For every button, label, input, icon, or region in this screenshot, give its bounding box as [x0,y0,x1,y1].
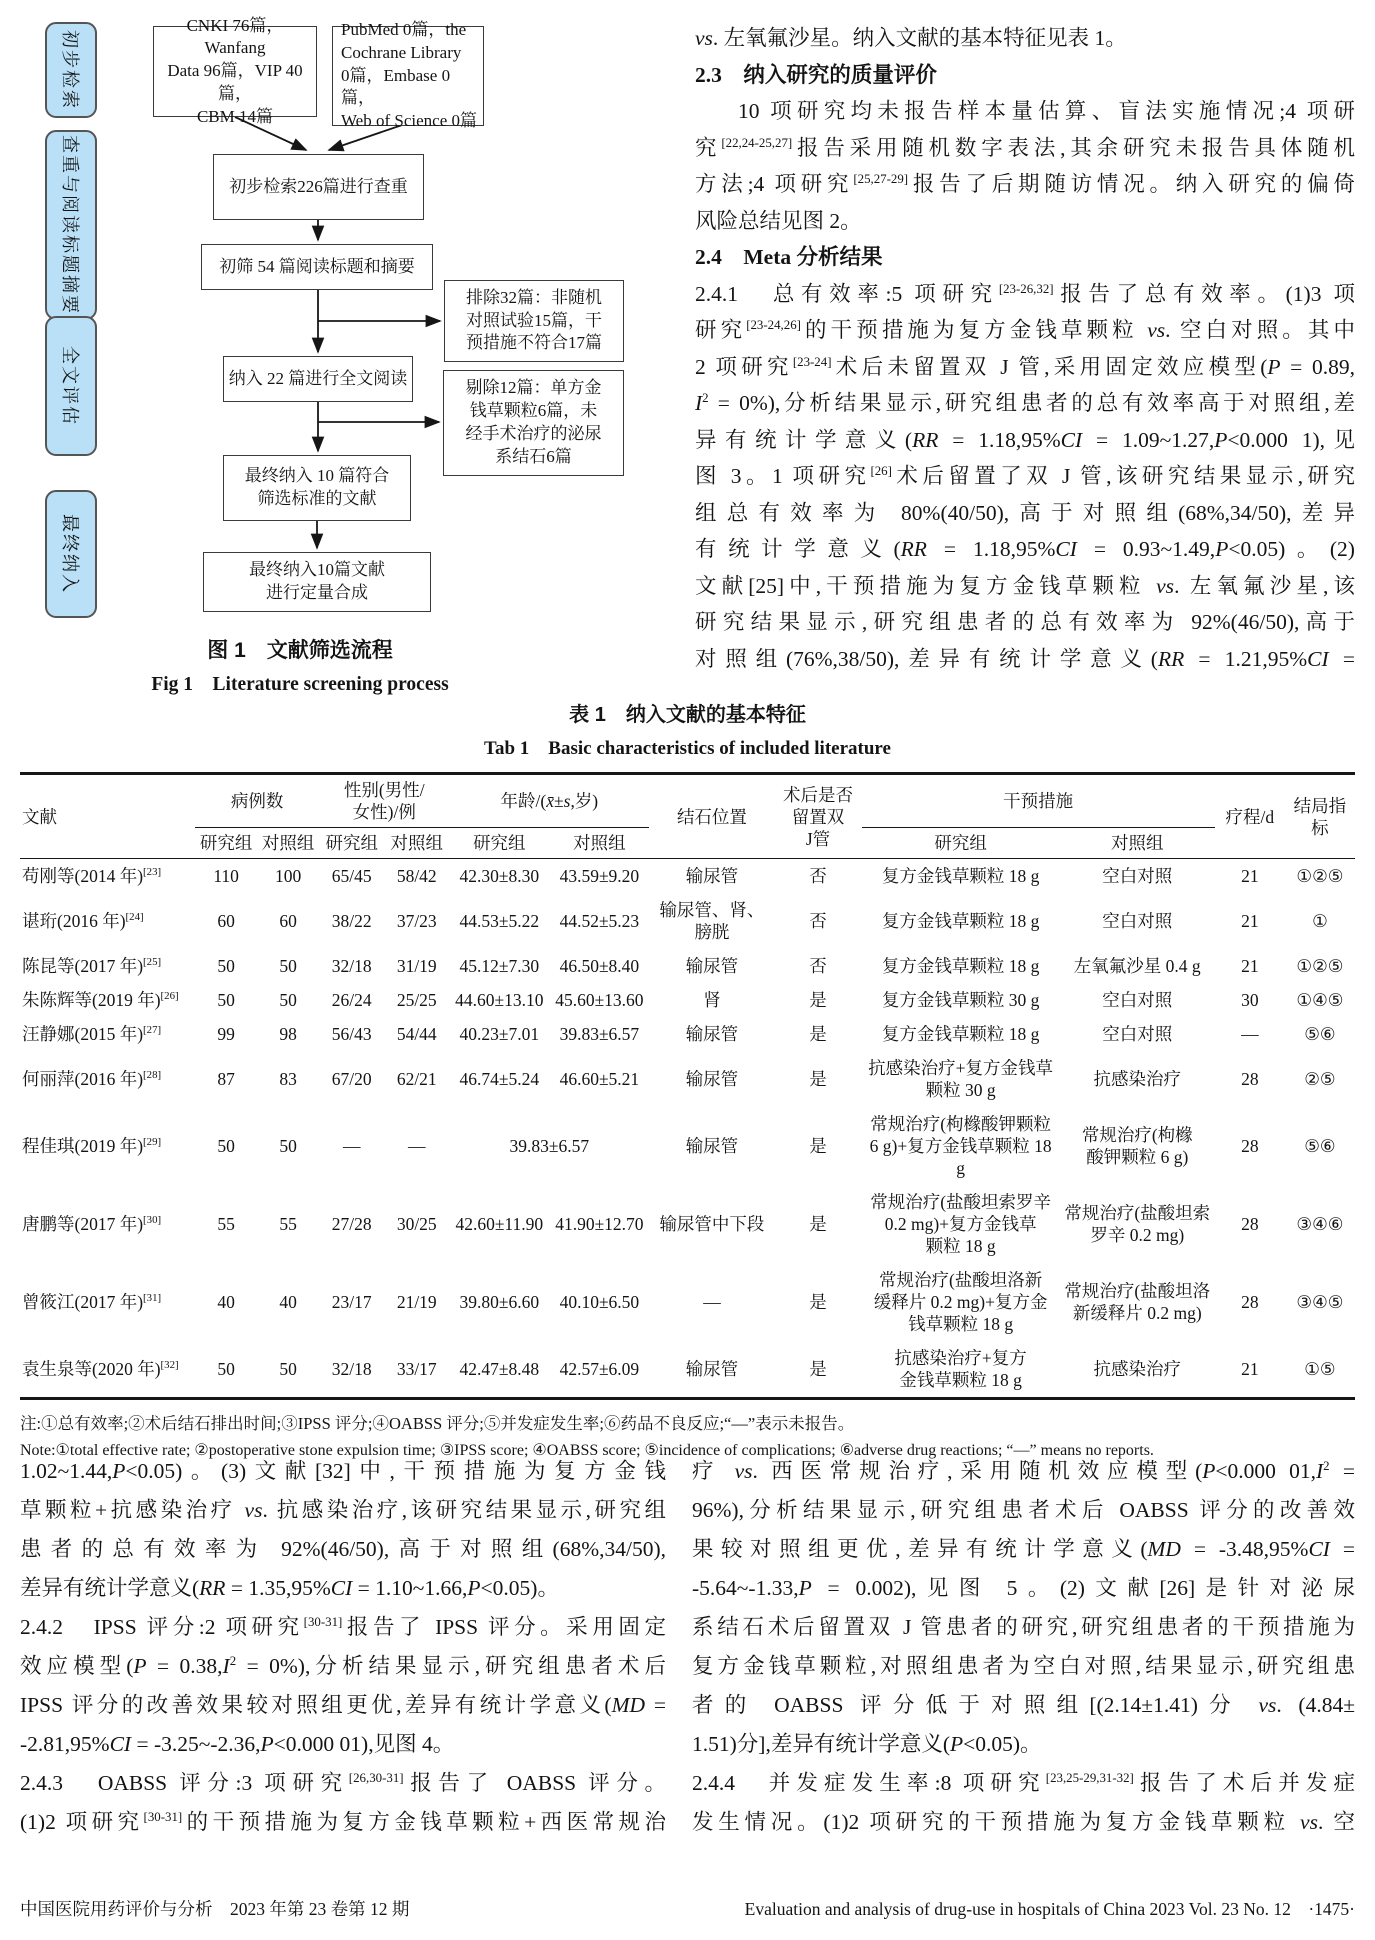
table-cell: 输尿管 [685,956,739,976]
table-cell: 65/45 [331,866,372,886]
subheader-control-group: 对照组 [549,828,649,859]
flow-stage-label: 查重与阅读标题摘要 [60,135,80,315]
table-cell: 复方金钱草颗粒 30 g [881,990,1040,1010]
table-cell: 46.60±5.21 [559,1069,640,1089]
table-cell: 常规治疗(枸橼 酸钾颗粒 6 g) [1081,1125,1193,1167]
table-cell: 曾筱江(2017 年)[31] [22,1292,162,1312]
table-cell: — [1241,1024,1259,1044]
table-cell: 输尿管 [685,1024,739,1044]
table-row [20,1107,1355,1185]
column-top-right [695,20,1355,677]
col-header-intervention: 干预措施 [862,774,1215,828]
table-cell: 21 [1241,956,1259,976]
table-cell: 唐鹏等(2017 年)[30] [22,1214,162,1234]
table-1-section [20,698,1355,1464]
table-cell: 27/28 [331,1214,372,1234]
table-cell: 45.12±7.30 [459,956,540,976]
table-cell: 30/25 [396,1214,437,1234]
text-line: 疗 vs. 西医常规治疗,采用随机效应模型(P<0.000 $01,I^2$ = [692,1458,1355,1483]
text-line: 研究结果显示,研究组患者的总有效率为 92%(46/50),高于 [695,610,1355,634]
table-cell: 37/23 [396,911,437,931]
col-header-age: 年龄/(x̄±s,岁) [449,774,649,828]
flow-box-quantitative-synthesis: 最终纳入10篇文献 进行定量合成 [203,552,431,612]
flow-stage-dedup-title-abstract [45,130,97,320]
table-cell: 50 [279,1359,297,1379]
flow-box-excluded-32: 排除32篇：非随机 对照试验15篇，干 预措施不符合17篇 [444,280,624,362]
table-cell: 99 [217,1024,235,1044]
table-cell: — [408,1136,426,1156]
table-cell: 46.50±8.40 [559,956,640,976]
table-cell: ③④⑥ [1296,1214,1344,1234]
table-cell: ②⑤ [1304,1069,1336,1089]
table-cell: 87 [217,1069,235,1089]
table-cell: 否 [809,911,827,931]
text-line: IPSS 评分的改善效果较对照组更优,差异有统计学意义(MD = [20,1693,666,1717]
flow-box-chinese-databases: CNKI 76篇，Wanfang Data 96篇，VIP 40篇， CBM 14篇 [153,26,317,117]
table-row [20,893,1355,949]
subheader-control-group: 对照组 [1060,828,1215,859]
table-cell: 50 [217,1359,235,1379]
table-cell: 空白对照 [1102,990,1173,1010]
text-line: 96%),分析结果显示,研究组患者术后 OABSS 评分的改善效 [692,1498,1355,1522]
table-cell: 40.23±7.01 [459,1024,540,1044]
flow-box-english-databases: PubMed 0篇，the Cochrane Library 0篇，Embase 0篇， Web of Science 0篇 [332,26,484,126]
table-cell: 62/21 [396,1069,437,1089]
table-cell: 44.52±5.23 [559,911,640,931]
table-cell: 33/17 [396,1359,437,1379]
flow-box-excluded-12: 剔除12篇：单方金 钱草颗粒6篇，未 经手术治疗的泌尿 系结石6篇 [443,370,624,476]
table-cell: 苟刚等(2014 年)[23] [22,866,162,886]
table-cell: 常规治疗(盐酸坦洛 新缓释片 0.2 mg) [1064,1281,1211,1323]
figure-1-caption-zh: 图 1 文献筛选流程 [207,639,393,662]
table-cell: 是 [809,1136,827,1156]
text-line: 对照组(76%,38/50),差异有统计学意义(RR = 1.21,95%CI = [695,646,1355,671]
table-cell: 28 [1241,1292,1259,1312]
table-cell: 是 [809,1069,827,1089]
table-cell: 41.90±12.70 [555,1214,644,1234]
table-row [20,1185,1355,1263]
text-line: -5.64~-1.33,P = 0.002),见图 5。(2)文献[26]是针对泌尿 [692,1576,1355,1600]
table-cell: 30 [1241,990,1259,1010]
table-cell: 42.47±8.48 [459,1359,540,1379]
table-cell: 袁生泉等(2020 年)[32] [22,1359,179,1379]
table-cell: 陈昆等(2017 年)[25] [22,956,162,976]
text-line: 方法;4 项研究[25,27-29]报告了后期随访情况。纳入研究的偏倚 [695,171,1355,196]
table-cell: 复方金钱草颗粒 18 g [881,956,1040,976]
text-line: 图 3。1 项研究[26]术后留置了双 J 管,该研究结果显示,研究 [695,463,1355,488]
table-cell: ⑤⑥ [1304,1136,1336,1156]
subheader-control-group: 对照组 [257,828,319,859]
table-row [20,1263,1355,1341]
table-cell: 何丽萍(2016 年)[28] [22,1069,162,1089]
table-cell: 否 [809,956,827,976]
table-row [20,983,1355,1017]
table-cell: 常规治疗(盐酸坦索罗辛 0.2 mg)+复方金钱草 颗粒 18 g [870,1192,1052,1256]
table-cell: 抗感染治疗 [1093,1359,1181,1379]
table-cell: 左氧氟沙星 0.4 g [1073,956,1201,976]
table-cell: 28 [1241,1069,1259,1089]
table-cell: 56/43 [331,1024,372,1044]
table-cell: 44.60±13.10 [455,990,544,1010]
table-cell: 32/18 [331,956,372,976]
table-cell: 输尿管中下段 [659,1214,765,1234]
flow-stage-final-include [45,490,97,618]
table-cell: 常规治疗(枸橼酸钾颗粒 6 g)+复方金钱草颗粒 18 g [869,1114,1052,1178]
table-cell: 抗感染治疗+复方金钱草 颗粒 30 g [868,1058,1054,1100]
table-cell: 常规治疗(盐酸坦洛新 缓释片 0.2 mg)+复方金 钱草颗粒 18 g [873,1270,1048,1334]
text-line: 2.4 Meta 分析结果 [695,245,883,269]
text-line: 研究[23-24,26]的干预措施为复方金钱草颗粒 vs. 空白对照。其中 [695,317,1355,342]
table-cell: 抗感染治疗 [1093,1069,1181,1089]
table-cell: 输尿管 [685,1069,739,1089]
column-bottom-left [20,1452,666,1842]
text-line: (1)2 项研究[30-31]的干预措施为复方金钱草颗粒+西医常规治 [20,1809,666,1834]
table-cell: 45.60±13.60 [555,990,644,1010]
table-cell: 抗感染治疗+复方 金钱草颗粒 18 g [894,1348,1027,1390]
footer-journal-zh: 中国医院用药评价与分析 2023 年第 23 卷第 12 期 [20,1899,410,1919]
table-cell: 21 [1241,866,1259,886]
table-cell: 43.59±9.20 [559,866,640,886]
table-cell: 输尿管 [685,866,739,886]
text-line: 组总有效率为 80%(40/50),高于对照组(68%,34/50),差异 [695,500,1355,525]
table-cell: 39.83±6.57 [559,1024,640,1044]
table-cell: 21 [1241,911,1259,931]
col-header-study: 文献 [20,774,195,859]
table-cell: 42.57±6.09 [559,1359,640,1379]
table-cell: 是 [809,990,827,1010]
table-cell: 38/22 [331,911,372,931]
subheader-research-group: 研究组 [195,828,257,859]
page-footer [20,1896,1355,1921]
table-cell: 谌珩(2016 年)[24] [22,911,144,931]
table-cell: 50 [217,956,235,976]
table-row [20,1017,1355,1051]
flow-stage-label: 最终纳入 [60,514,80,594]
table-cell: 39.83±6.57 [509,1136,590,1156]
table-cell: 朱陈辉等(2019 年)[26] [22,990,179,1010]
column-bottom-right [692,1452,1355,1842]
table-cell: 输尿管 [685,1136,739,1156]
text-line: 2.4.3 OABSS 评分:3 项研究[26,30-31]报告了 OABSS 评分。 [20,1770,666,1795]
table-cell: 25/25 [396,990,437,1010]
col-header-stone-location: 结石位置 [649,774,774,859]
table-cell: 21 [1241,1359,1259,1379]
flow-stage-label: 全文评估 [60,346,80,426]
table-cell: 110 [213,866,239,886]
text-line: 发生情况。(1)2 项研究的干预措施为复方金钱草颗粒 vs. 空 [692,1810,1355,1834]
table-note-zh: 注:①总有效率;②术后结石排出时间;③IPSS 评分;④OABSS 评分;⑤并发症发生率;⑥药品不良反应;“—”表示未报告。 [20,1414,855,1433]
table-cell: 55 [217,1214,235,1234]
table-cell: 32/18 [331,1359,372,1379]
table-cell: 复方金钱草颗粒 18 g [881,1024,1040,1044]
table-cell: 50 [279,956,297,976]
text-line: 果较对照组更优,差异有统计学意义(MD = -3.48,95%CI = [692,1537,1355,1561]
text-line: 者的 OABSS 评分低于对照组[(2.14±1.41)分 vs. (4.84± [692,1693,1355,1717]
table-cell: 67/20 [331,1069,372,1089]
text-line: 文献[25]中,干预措施为复方金钱草颗粒 vs. 左氧氟沙星,该 [695,573,1355,598]
flow-stage-fulltext-assess [45,316,97,456]
text-line: 1.02~1.44,P<0.05)。(3)文献[32]中,干预措施为复方金钱 [20,1459,666,1483]
table-cell: 肾 [703,990,721,1010]
col-header-stent: 术后是否 留置双 J管 [774,774,861,859]
table-note-en: Note:①total effective rate; ②postoperative stone expulsion time; ③IPSS score; ④OABSS score; ⑤incidence of complications; ⑥adverse drug reactions; “—” means no reports. [20,1442,1154,1459]
text-line: 效应模型$(P = 0.38,I^2 = 0\%)$,分析结果显示,研究组患者术后 [20,1653,666,1678]
table-cell: 40 [217,1292,235,1312]
table-cell: ①⑤ [1304,1359,1336,1379]
table-cell: 26/24 [331,990,372,1010]
table-cell: 46.74±5.24 [459,1069,540,1089]
table-cell: — [703,1292,721,1312]
flow-box-included-10: 最终纳入 10 篇符合 筛选标准的文献 [223,455,411,521]
table-1 [20,772,1355,1400]
text-line: 2 项研究[23-24]术后未留置双 J 管,采用固定效应模型(P = 0.89, [695,354,1355,379]
table-cell: 输尿管、肾、膀胱 [659,900,765,942]
table-cell: 是 [809,1292,827,1312]
text-line: 患者的总有效率为 92%(46/50),高于对照组(68%,34/50), [20,1537,666,1561]
table-cell: 28 [1241,1214,1259,1234]
table-cell: ①②⑤ [1296,956,1344,976]
flow-stage-label: 初步检索 [60,30,80,110]
table-cell: 23/17 [331,1292,372,1312]
col-header-outcome: 结局指标 [1285,774,1355,859]
table-cell: 输尿管 [685,1359,739,1379]
text-line: vs. 左氧氟沙星。纳入文献的基本特征见表 1。 [695,26,1127,50]
table-cell: 98 [279,1024,297,1044]
text-line: 2.4.1 总有效率:5 项研究[23-26,32]报告了总有效率。(1)3 项 [695,281,1355,306]
table-cell: 50 [279,990,297,1010]
subheader-research-group: 研究组 [862,828,1060,859]
table-cell: 100 [275,866,302,886]
table-row [20,1341,1355,1399]
table-cell: 复方金钱草颗粒 18 g [881,866,1040,886]
text-line: 草颗粒+抗感染治疗 vs. 抗感染治疗,该研究结果显示,研究组 [20,1498,666,1522]
table-cell: 汪静娜(2015 年)[27] [22,1024,162,1044]
table-1-caption-en: Tab 1 Basic characteristics of included literature [484,738,891,759]
text-line: 有统计学意义(RR = 1.18,95%CI = 0.93~1.49,P<0.05)。(2) [695,537,1355,561]
text-line: 2.3 纳入研究的质量评价 [695,62,937,87]
table-cell: 是 [809,1214,827,1234]
table-cell: 程佳琪(2019 年)[29] [22,1136,162,1156]
subheader-control-group: 对照组 [384,828,449,859]
table-cell: 83 [279,1069,297,1089]
table-cell: 60 [217,911,235,931]
flow-box-title-abstract-screen: 初筛 54 篇阅读标题和摘要 [201,244,433,290]
table-cell: 21/19 [396,1292,437,1312]
col-header-sex: 性别(男性/ 女性)/例 [319,774,449,828]
table-cell: 50 [217,990,235,1010]
text-line: $I^2 = 0\%$),分析结果显示,研究组患者的总有效率高于对照组,差 [695,390,1355,415]
text-line: 10 项研究均未报告样本量估算、盲法实施情况;4 项研 [738,99,1355,123]
flow-box-dedup: 初步检索226篇进行查重 [213,154,424,220]
table-cell: 31/19 [396,956,437,976]
subheader-research-group: 研究组 [319,828,384,859]
table-cell: 39.80±6.60 [459,1292,540,1312]
table-cell: ⑤⑥ [1304,1024,1336,1044]
table-cell: ①④⑤ [1296,990,1344,1010]
text-line: 究[22,24-25,27]报告采用随机数字表法,其余研究未报告具体随机 [695,135,1355,160]
footer-journal-en: Evaluation and analysis of drug-use in hospitals of China 2023 Vol. 23 No. 12 ·1475· [744,1899,1355,1919]
table-cell: — [342,1136,361,1156]
text-line: 异有统计学意义(RR = 1.18,95%CI = 1.09~1.27,P<0.000 1),见 [695,427,1355,452]
table-cell: 40.10±6.50 [559,1292,640,1312]
table-cell: 空白对照 [1102,1024,1173,1044]
text-line: 2.4.4 并发症发生率:8 项研究[23,25-29,31-32]报告了术后并发症 [692,1770,1355,1795]
table-cell: ①②⑤ [1296,866,1344,886]
figure-1-flowchart [20,14,602,704]
table-row [20,949,1355,983]
table-cell: 否 [809,866,827,886]
table-cell: 空白对照 [1102,911,1173,931]
table-cell: ③④⑤ [1296,1292,1344,1312]
table-cell: 空白对照 [1102,866,1173,886]
table-cell: 58/42 [396,866,437,886]
col-header-course: 疗程/d [1215,774,1285,859]
table-cell: 28 [1241,1136,1259,1156]
text-line: 风险总结见图 2。 [695,208,862,233]
figure-1-caption-en: Fig 1 Literature screening process [151,674,449,695]
table-cell: 常规治疗(盐酸坦索 罗辛 0.2 mg) [1064,1203,1211,1245]
table-cell: 60 [279,911,297,931]
flow-stage-initial-search [45,22,97,118]
text-line: 差异有统计学意义(RR = 1.35,95%CI = 1.10~1.66,P<0.05)。 [20,1576,559,1600]
text-line: 1.51)分],差异有统计学意义(P<0.05)。 [692,1732,1042,1756]
col-header-cases: 病例数 [195,774,319,828]
table-cell: 复方金钱草颗粒 18 g [881,911,1040,931]
text-line: 系结石术后留置双 J 管患者的研究,研究组患者的干预措施为 [692,1615,1355,1639]
table-cell: 44.53±5.22 [459,911,540,931]
table-cell: 50 [279,1136,297,1156]
table-cell: 54/44 [396,1024,437,1044]
table-cell: 42.60±11.90 [455,1214,544,1234]
subheader-research-group: 研究组 [449,828,549,859]
text-line: -2.81,95%CI = -3.25~-2.36,P<0.000 01),见图 4。 [20,1732,455,1756]
table-cell: 40 [279,1292,297,1312]
text-line: 复方金钱草颗粒,对照组患者为空白对照,结果显示,研究组患 [692,1654,1355,1678]
table-1-caption-zh: 表 1 纳入文献的基本特征 [569,704,806,726]
text-line: 2.4.2 IPSS 评分:2 项研究[30-31]报告了 IPSS 评分。采用固定 [20,1614,666,1639]
table-cell: 55 [279,1214,297,1234]
table-row [20,1051,1355,1107]
table-cell: 50 [217,1136,235,1156]
flow-box-fulltext-read: 纳入 22 篇进行全文阅读 [223,356,413,402]
table-cell: 是 [809,1359,827,1379]
table-cell: 是 [809,1024,827,1044]
table-cell: 42.30±8.30 [459,866,540,886]
table-row [20,859,1355,894]
table-cell: ① [1312,911,1328,931]
